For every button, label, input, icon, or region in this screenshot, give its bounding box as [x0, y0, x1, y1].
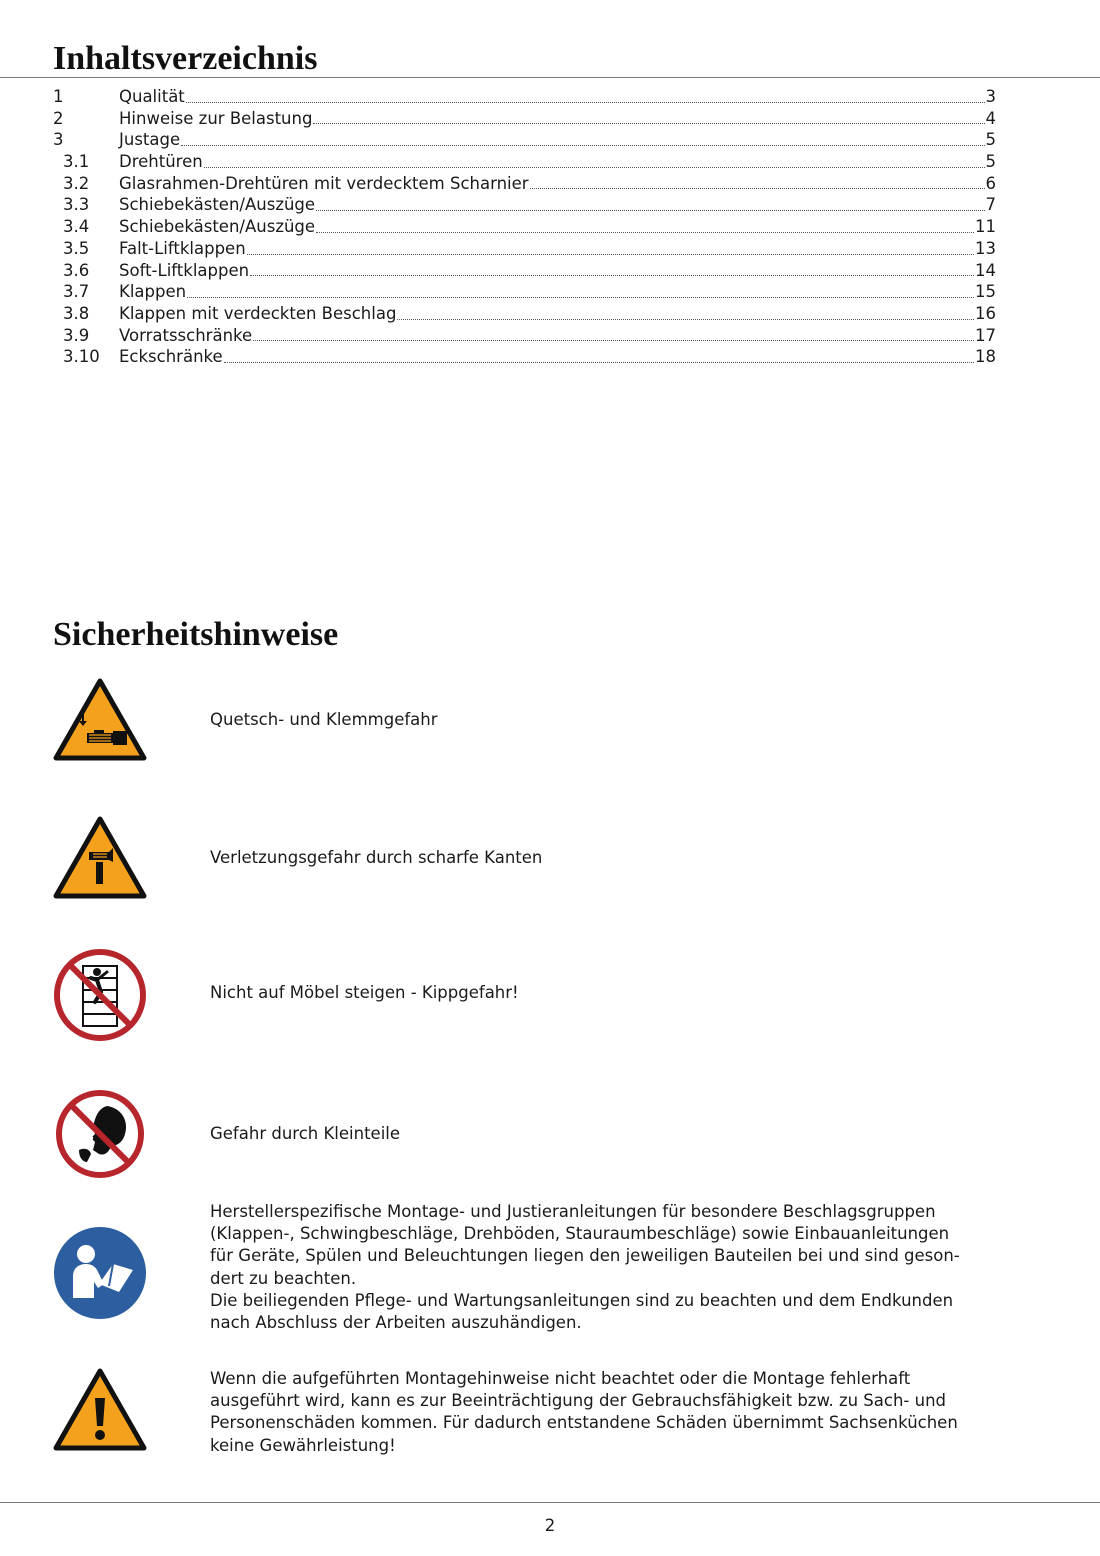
notice-line: nach Abschluss der Arbeiten auszuhändigen. — [210, 1313, 582, 1333]
small-parts-prohibition-icon — [53, 1088, 147, 1182]
toc-entry-title: Klappen mit verdeckten Beschlag — [119, 303, 397, 323]
toc-dot-leader — [316, 231, 974, 233]
toc-entry-number: 3.8 — [63, 303, 90, 323]
notice-line: Herstellerspezifische Montage- und Justieranleitungen für besondere Beschlagsgruppen — [210, 1202, 936, 1221]
toc-entry-page: 6 — [985, 173, 996, 193]
toc-entry[interactable] — [53, 129, 996, 151]
toc-entry-title: Schiebekästen/Auszüge — [119, 217, 316, 237]
toc-entry-page: 18 — [975, 347, 996, 367]
toc-entry-page: 14 — [975, 260, 996, 280]
notice-line: (Klappen-, Schwingbeschläge, Drehböden, Stauraumbeschläge) sowie Einbauanleitungen — [210, 1224, 950, 1244]
toc-entry-title: Klappen — [119, 282, 187, 302]
notice-text — [210, 982, 1000, 1004]
toc-entry-page: 3 — [985, 87, 996, 106]
toc-entry-number: 3.3 — [63, 195, 90, 215]
notice-line: ausgeführt wird, kann es zur Beeinträchtigung der Gebrauchsfähigkeit bzw. zu Sach- und — [210, 1391, 947, 1411]
toc-entry-title: Falt-Liftklappen — [119, 238, 246, 258]
toc-entry-number: 3.9 — [63, 325, 90, 345]
toc-entry[interactable] — [53, 238, 996, 260]
toc-entry[interactable] — [53, 173, 996, 195]
notice-text — [210, 1201, 1000, 1334]
toc-entry-page: 7 — [985, 195, 996, 215]
notice-line: Quetsch- und Klemmgefahr — [210, 710, 438, 729]
toc-dot-leader — [247, 253, 974, 255]
crush-hazard-warning-icon — [53, 678, 147, 772]
toc-entry-number: 2 — [53, 108, 64, 128]
toc-entry-title: Glasrahmen-Drehtüren mit verdecktem Scharnier — [119, 173, 529, 193]
toc-entry[interactable] — [53, 260, 996, 282]
page-number: 2 — [544, 1516, 556, 1535]
toc-heading: Inhaltsverzeichnis — [53, 40, 318, 77]
toc-entry-page: 5 — [985, 130, 996, 150]
toc-entry-page: 11 — [975, 217, 996, 237]
toc-dot-leader — [530, 187, 985, 189]
toc-entry[interactable] — [53, 216, 996, 238]
toc-dot-leader — [204, 166, 985, 168]
toc-entry-number: 3.5 — [63, 238, 90, 258]
toc-entry[interactable] — [53, 86, 996, 108]
header-rule — [0, 77, 1100, 78]
notice-line: für Geräte, Spülen und Beleuchtungen liegen den jeweiligen Bauteilen bei und sind geson- — [210, 1246, 960, 1266]
toc-entry-page: 15 — [975, 282, 996, 302]
toc-entry-title: Schiebekästen/Auszüge — [119, 195, 316, 215]
toc-dot-leader — [397, 318, 974, 320]
notice-text — [210, 847, 1000, 869]
toc-entry-number: 3 — [53, 130, 64, 150]
notice-line: Personenschäden kommen. Für dadurch entstandene Schäden übernimmt Sachsenküchen — [210, 1413, 958, 1433]
toc-entry-number: 3.10 — [63, 347, 100, 367]
footer-rule — [0, 1502, 1100, 1503]
notice-text — [210, 709, 1000, 731]
toc-entry-page: 16 — [975, 303, 996, 323]
toc-entry-title: Soft-Liftklappen — [119, 260, 250, 280]
general-warning-icon — [53, 1368, 147, 1462]
notice-line: keine Gewährleistung! — [210, 1435, 396, 1455]
sharp-edges-warning-icon — [53, 816, 147, 910]
toc-dot-leader — [253, 339, 974, 341]
notice-text — [210, 1368, 1000, 1457]
toc-dot-leader — [224, 361, 974, 363]
toc-dot-leader — [187, 296, 974, 298]
toc-entry-number: 3.4 — [63, 217, 90, 237]
toc-entry[interactable] — [53, 194, 996, 216]
toc-entry-page: 4 — [985, 108, 996, 128]
toc-entry[interactable] — [53, 325, 996, 347]
toc-entry-title: Justage — [119, 130, 181, 150]
toc-entry-page: 5 — [985, 152, 996, 172]
notice-line: Die beiliegenden Pflege- und Wartungsanleitungen sind zu beachten und dem Endkunden — [210, 1290, 954, 1310]
toc-entry-number: 3.2 — [63, 173, 90, 193]
notice-line: Nicht auf Möbel steigen - Kippgefahr! — [210, 983, 519, 1002]
table-of-contents — [53, 86, 996, 368]
toc-entry[interactable] — [53, 151, 996, 173]
toc-entry-number: 3.6 — [63, 260, 90, 280]
toc-dot-leader — [186, 101, 985, 103]
toc-entry-page: 13 — [975, 238, 996, 258]
toc-entry-page: 17 — [975, 325, 996, 345]
notice-line: Verletzungsgefahr durch scharfe Kanten — [210, 848, 543, 867]
notice-text — [210, 1123, 1000, 1145]
toc-entry-title: Vorratsschränke — [119, 325, 253, 345]
toc-entry-number: 3.1 — [63, 152, 90, 172]
safety-heading: Sicherheitshinweise — [53, 616, 339, 653]
toc-entry[interactable] — [53, 346, 996, 368]
toc-entry-title: Drehtüren — [119, 152, 203, 172]
notice-line: Gefahr durch Kleinteile — [210, 1124, 401, 1143]
no-climbing-prohibition-icon — [53, 948, 147, 1042]
toc-dot-leader — [181, 144, 984, 146]
toc-entry-title: Qualität — [119, 87, 185, 106]
toc-dot-leader — [313, 122, 984, 124]
toc-entry[interactable] — [53, 108, 996, 130]
read-manual-mandatory-icon — [53, 1226, 147, 1320]
toc-dot-leader — [250, 274, 974, 276]
notice-line: dert zu beachten. — [210, 1268, 357, 1288]
toc-entry-title: Eckschränke — [119, 347, 223, 367]
notice-line: Wenn die aufgeführten Montagehinweise nicht beachtet oder die Montage fehlerhaft — [210, 1369, 911, 1388]
toc-entry[interactable] — [53, 281, 996, 303]
toc-entry-number: 1 — [53, 87, 64, 106]
toc-dot-leader — [316, 209, 984, 211]
toc-entry-number: 3.7 — [63, 282, 90, 302]
toc-entry[interactable] — [53, 303, 996, 325]
toc-entry-title: Hinweise zur Belastung — [119, 108, 313, 128]
